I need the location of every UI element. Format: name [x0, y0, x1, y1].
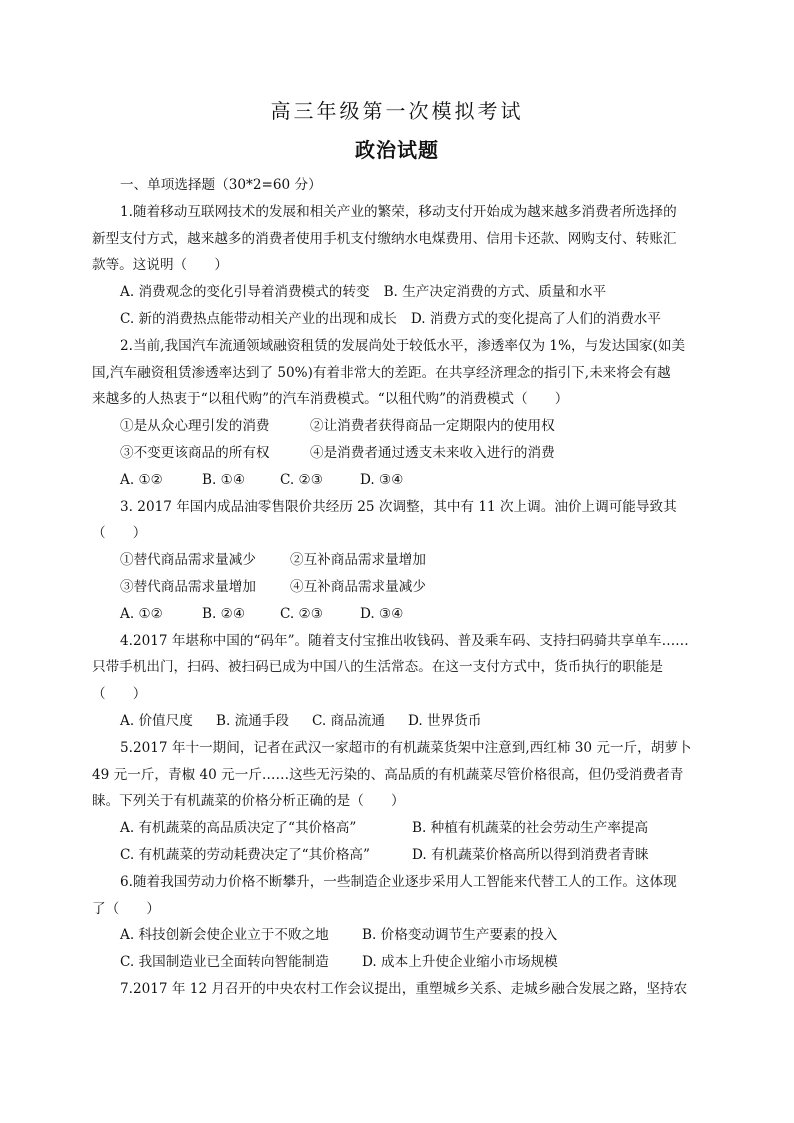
choice-d: D. 世界货币 — [408, 712, 482, 729]
question-6 — [92, 869, 698, 976]
option-row — [92, 279, 698, 306]
option-d: D. 有机蔬菜价格高所以得到消费者青睐 — [412, 846, 649, 863]
option-b: B. 价格变动调节生产要素的投入 — [362, 927, 558, 944]
statement-row — [92, 547, 698, 574]
choice-c: C. 商品流通 — [312, 712, 385, 729]
choice-a: A. 价值尺度 — [120, 712, 193, 729]
statement-row — [92, 440, 698, 467]
question-5 — [92, 735, 698, 869]
question-text-line: 只带手机出门，扫码、被扫码已成为中国八的生活常态。在这一支付方式中，货币执行的职能是 — [92, 659, 663, 676]
choice-c: C. ②③ — [280, 471, 323, 488]
statement-3: ③替代商品需求量增加 — [120, 578, 256, 595]
exam-content — [92, 172, 698, 1003]
statement-3: ③不变更该商品的所有权 — [120, 444, 270, 461]
choice-row — [92, 467, 698, 494]
question-1 — [92, 199, 698, 333]
option-c: C. 我国制造业已全面转向智能制造 — [120, 954, 329, 971]
question-text-line: 2.当前,我国汽车流通领域融资租赁的发展尚处于较低水平，渗透率仅为 1%，与发达国家(如美 — [120, 337, 686, 354]
question-text-line: 1.随着移动互联网技术的发展和相关产业的繁荣，移动支付开始成为越来越多消费者所选择的 — [120, 203, 677, 220]
option-b: B. 种植有机蔬菜的社会劳动生产率提高 — [412, 820, 649, 837]
question-4 — [92, 628, 698, 735]
choice-b: B. ①④ — [202, 471, 246, 488]
question-text-line: 国,汽车融资租赁渗透率达到了 50%)有着非常大的差距。在共享经济理念的指引下,未来将会有越 — [92, 364, 671, 381]
option-row — [92, 815, 698, 842]
option-d: D. 成本上升使企业缩小市场规模 — [362, 954, 558, 971]
question-2 — [92, 333, 698, 494]
statement-4: ④互补商品需求量减少 — [290, 578, 426, 595]
choice-b: B. ②④ — [202, 605, 246, 622]
page-subtitle: 政治试题 — [355, 138, 439, 162]
question-3 — [92, 494, 698, 628]
question-text-line: 新型支付方式，越来越多的消费者使用手机支付缴纳水电煤费用、信用卡还款、网购支付、转账汇 — [92, 230, 677, 247]
option-row — [92, 922, 698, 949]
option-d: D. 消费方式的变化提高了人们的消费水平 — [410, 310, 661, 327]
section-heading: 一、单项选择题（30*2=60 分） — [120, 177, 322, 193]
option-row — [92, 306, 698, 333]
choice-a: A. ①② — [120, 471, 163, 488]
question-text-line: 了（ ） — [92, 900, 160, 917]
choice-row — [92, 708, 698, 735]
page-title: 高三年级第一次模拟考试 — [270, 99, 524, 123]
option-a: A. 科技创新会使企业立于不败之地 — [120, 927, 329, 944]
question-text-line: 7.2017 年 12 月召开的中央农村工作会议提出，重塑城乡关系、走城乡融合发展之路，坚持农 — [120, 980, 688, 997]
choice-d: D. ③④ — [360, 605, 404, 622]
question-text-line: 款等。这说明（ ） — [92, 257, 228, 274]
question-text-line: 6.随着我国劳动力价格不断攀升，一些制造企业逐步采用人工智能来代替工人的工作。这体现 — [120, 873, 677, 890]
question-text-line: （ ） — [92, 686, 147, 703]
question-text-line: 来越多的人热衷于“以租代购”的汽车消费模式。“以租代购”的消费模式（ ） — [92, 391, 569, 408]
statement-2: ②让消费者获得商品一定期限内的使用权 — [310, 418, 555, 435]
option-row — [92, 949, 698, 976]
choice-b: B. 流通手段 — [216, 712, 290, 729]
question-text-line: 4.2017 年堪称中国的“码年”。随着支付宝推出收钱码、普及乘车码、支持扫码骑共享单车…… — [120, 632, 689, 649]
choice-d: D. ③④ — [360, 471, 404, 488]
option-b: B. 生产决定消费的方式、质量和水平 — [383, 284, 607, 301]
choice-a: A. ①② — [120, 605, 163, 622]
option-c: C. 有机蔬菜的劳动耗费决定了“其价格高” — [120, 846, 370, 863]
option-row — [92, 842, 698, 869]
question-text-line: 3. 2017 年国内成品油零售限价共经历 25 次调整，其中有 11 次上调。油价上调可能导致其 — [120, 498, 677, 515]
option-a: A. 消费观念的变化引导着消费模式的转变 — [120, 284, 370, 301]
question-text-line: 49 元一斤，青椒 40 元一斤……这些无污染的、高品质的有机蔬菜尽管价格很高，但仍受消费者青 — [92, 766, 684, 783]
statement-row — [92, 413, 698, 440]
statement-2: ②互补商品需求量增加 — [290, 552, 426, 569]
choice-c: C. ②③ — [280, 605, 323, 622]
option-c: C. 新的消费热点能带动相关产业的出现和成长 — [120, 310, 397, 327]
choice-row — [92, 601, 698, 628]
question-text-line: 5.2017 年十一期间，记者在武汉一家超市的有机蔬菜货架中注意到,西红柿 30 元一斤，胡萝卜 — [120, 739, 692, 756]
question-text-line: （ ） — [92, 525, 147, 542]
question-text-line: 睐。下列关于有机蔬菜的价格分析正确的是（ ） — [92, 793, 405, 810]
statement-4: ④是消费者通过透支未来收入进行的消费 — [310, 444, 555, 461]
statement-row — [92, 574, 698, 601]
statement-1: ①替代商品需求量减少 — [120, 552, 256, 569]
question-7 — [92, 976, 698, 1003]
option-a: A. 有机蔬菜的高品质决定了“其价格高” — [120, 820, 357, 837]
statement-1: ①是从众心理引发的消费 — [120, 418, 270, 435]
